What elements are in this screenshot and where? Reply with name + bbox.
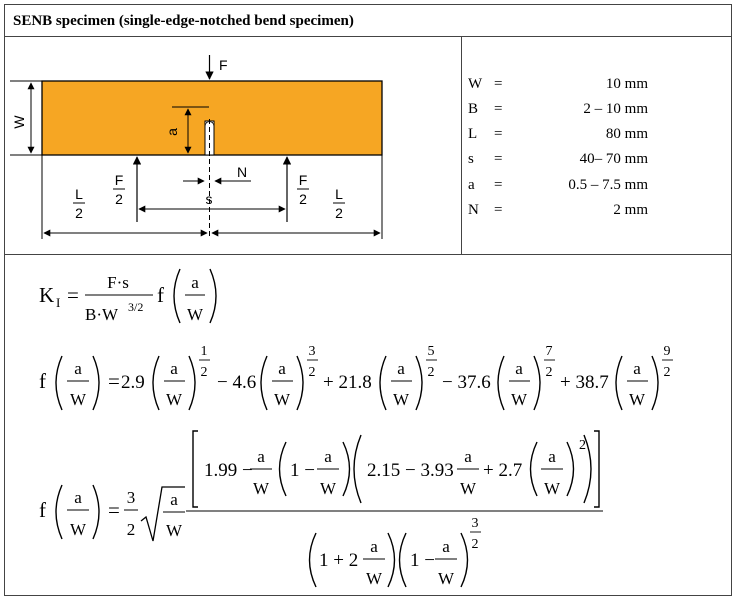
specimen-figure-cell [5, 37, 462, 255]
svg-text:K: K [39, 283, 55, 307]
svg-text:W: W [273, 390, 291, 409]
svg-text:− 4.6: − 4.6 [217, 372, 257, 393]
svg-text:1 −: 1 − [410, 550, 435, 571]
dimension-row: W = 10 mm [468, 76, 648, 92]
svg-text:=: = [67, 283, 79, 307]
formula-drawing [5, 255, 731, 595]
svg-text:f: f [157, 283, 164, 307]
dimension-row: B = 2 – 10 mm [468, 101, 648, 117]
svg-text:2.15 − 3.93: 2.15 − 3.93 [367, 460, 454, 481]
svg-text:− 37.6: − 37.6 [442, 372, 491, 393]
span-label: s [205, 191, 213, 207]
svg-text:a: a [324, 447, 332, 466]
support-label-left-num: F [114, 172, 124, 188]
svg-text:W: W [186, 305, 204, 324]
svg-text:W: W [543, 479, 561, 498]
svg-text:a: a [515, 359, 523, 378]
svg-text:a: a [633, 359, 641, 378]
svg-text:a: a [464, 447, 472, 466]
stress-intensity-formula [39, 269, 216, 324]
svg-text:W: W [69, 520, 87, 539]
svg-text:B·W: B·W [85, 305, 119, 324]
svg-text:2: 2 [200, 365, 208, 380]
svg-text:a: a [278, 359, 286, 378]
support-label-right-num: F [298, 172, 308, 188]
svg-text:+ 21.8: + 21.8 [323, 372, 372, 393]
svg-text:+ 2.7: + 2.7 [483, 460, 523, 481]
half-length-left-den: 2 [75, 205, 83, 221]
svg-text:a: a [548, 447, 556, 466]
svg-text:f: f [39, 498, 46, 522]
svg-text:f: f [39, 369, 46, 393]
closed-form-formula [39, 431, 603, 588]
svg-text:a: a [170, 359, 178, 378]
svg-text:W: W [510, 390, 528, 409]
svg-text:2: 2 [545, 365, 553, 380]
svg-text:=: = [108, 498, 120, 522]
svg-text:W: W [165, 521, 183, 540]
svg-text:3: 3 [126, 488, 136, 507]
svg-text:2: 2 [308, 365, 316, 380]
polynomial-formula [39, 344, 673, 410]
half-length-left-num: L [75, 186, 83, 202]
svg-text:3: 3 [308, 344, 316, 359]
svg-text:2: 2 [427, 365, 435, 380]
svg-text:W: W [69, 390, 87, 409]
svg-text:a: a [191, 273, 199, 292]
svg-text:W: W [392, 390, 410, 409]
crack-label: a [164, 128, 180, 136]
svg-text:a: a [397, 359, 405, 378]
svg-text:3/2: 3/2 [128, 300, 144, 314]
support-label-right-den: 2 [299, 191, 307, 207]
svg-text:1: 1 [200, 344, 208, 359]
svg-text:1.99 −: 1.99 − [204, 460, 253, 481]
svg-text:a: a [442, 537, 450, 556]
half-length-right-num: L [335, 186, 343, 202]
svg-text:W: W [437, 569, 455, 588]
svg-text:1 + 2: 1 + 2 [319, 550, 359, 571]
svg-text:2: 2 [663, 365, 671, 380]
dimension-row: N = 2 mm [468, 202, 648, 218]
svg-text:7: 7 [545, 344, 553, 359]
svg-text:a: a [370, 537, 378, 556]
svg-text:W: W [252, 479, 270, 498]
dimension-row: s = 40– 70 mm [468, 151, 648, 167]
svg-text:W: W [319, 479, 337, 498]
svg-text:1 −: 1 − [290, 460, 315, 481]
dimension-row: L = 80 mm [468, 126, 648, 142]
svg-text:F·s: F·s [107, 273, 129, 292]
svg-text:9: 9 [663, 344, 671, 359]
svg-text:2: 2 [579, 438, 586, 453]
notch-label: N [237, 164, 248, 180]
svg-text:2.9: 2.9 [121, 372, 145, 393]
svg-text:W: W [165, 390, 183, 409]
svg-text:=: = [108, 369, 120, 393]
formula-cell [5, 255, 731, 595]
svg-text:I: I [56, 295, 61, 310]
dimension-list [462, 37, 731, 255]
load-label-top: F [219, 57, 228, 73]
svg-text:a: a [74, 488, 82, 507]
dimension-row: a = 0.5 – 7.5 mm [468, 177, 648, 193]
svg-text:a: a [74, 359, 82, 378]
sheet-title: SENB specimen (single-edge-notched bend specimen) [5, 5, 731, 37]
svg-text:2: 2 [126, 520, 136, 539]
svg-text:5: 5 [427, 344, 435, 359]
svg-text:+ 38.7: + 38.7 [560, 372, 609, 393]
svg-text:W: W [365, 569, 383, 588]
svg-text:W: W [459, 479, 477, 498]
specimen-sheet [4, 4, 732, 596]
svg-text:a: a [257, 447, 265, 466]
svg-text:W: W [628, 390, 646, 409]
width-label: W [11, 115, 27, 129]
half-length-right-den: 2 [335, 205, 343, 221]
specimen-drawing [5, 37, 462, 255]
support-label-left-den: 2 [115, 191, 123, 207]
svg-text:2: 2 [471, 537, 479, 552]
svg-text:3: 3 [471, 516, 479, 531]
svg-text:a: a [170, 490, 178, 509]
